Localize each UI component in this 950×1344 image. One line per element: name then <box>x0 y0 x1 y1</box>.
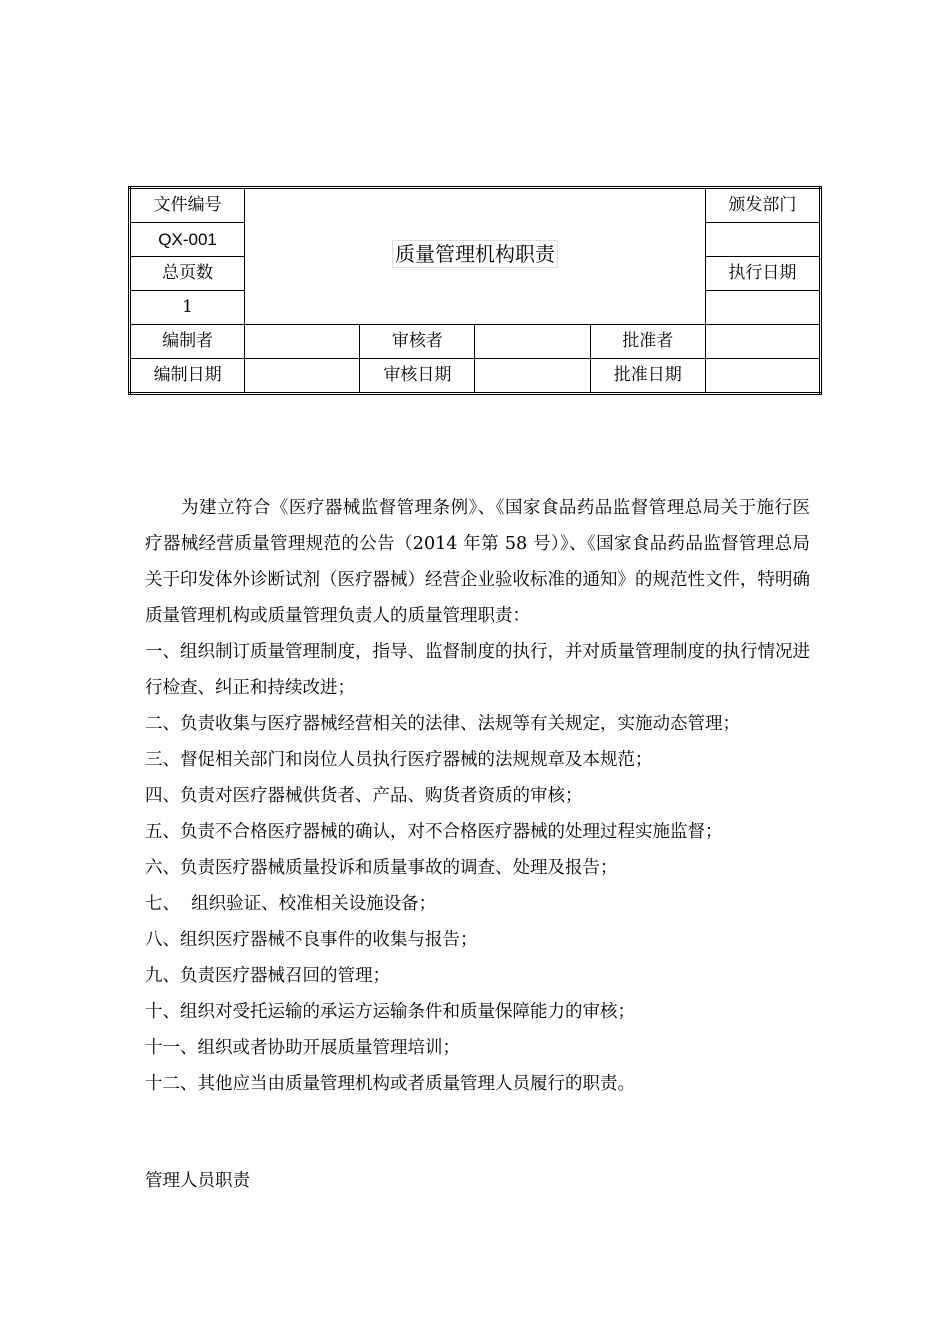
intro-paragraph: 为建立符合《医疗器械监督管理条例》、《国家食品药品监督管理总局关于施行医疗器械经营质量管理规范的公告（2014 年第 58 号）》、《国家食品药品监督管理总局关于印发体外诊断试剂（医疗器械）经营企业验收标准的通知》的规范性文件，特明确质量管理机构或质量管理负责人的质量管理职责： <box>145 498 810 626</box>
section-title: 管理人员职责 <box>145 1171 250 1191</box>
pages-label: 总页数 <box>130 257 245 291</box>
duty-item-7: 七、 组织验证、校准相关设施设备； <box>145 894 437 914</box>
pages-value: 1 <box>130 291 245 325</box>
approve-date-label: 批准日期 <box>590 359 705 394</box>
approve-date-value <box>705 359 820 394</box>
approver-value <box>705 325 820 359</box>
file-no-value: QX-001 <box>130 223 245 257</box>
duty-item-3: 三、督促相关部门和岗位人员执行医疗器械的法规规章及本规范； <box>145 750 653 770</box>
author-date-label: 编制日期 <box>130 359 245 394</box>
document-title-cell <box>245 188 706 325</box>
duty-item-1: 一、组织制订质量管理制度，指导、监督制度的执行，并对质量管理制度的执行情况进行检查、纠正和持续改进； <box>145 642 810 698</box>
document-title: 质量管理机构职责 <box>392 240 558 268</box>
duty-item-6: 六、负责医疗器械质量投诉和质量事故的调查、处理及报告； <box>145 858 618 878</box>
document-header-table <box>128 186 822 395</box>
author-label: 编制者 <box>130 325 245 359</box>
approver-label: 批准者 <box>590 325 705 359</box>
author-date-value <box>245 359 360 394</box>
issuer-label: 颁发部门 <box>705 188 820 223</box>
duty-item-9: 九、负责医疗器械召回的管理； <box>145 966 390 986</box>
duty-item-4: 四、负责对医疗器械供货者、产品、购货者资质的审核； <box>145 786 583 806</box>
review-date-label: 审核日期 <box>360 359 475 394</box>
duty-item-11: 十一、组织或者协助开展质量管理培训； <box>145 1038 460 1058</box>
file-no-label: 文件编号 <box>130 188 245 223</box>
review-date-value <box>475 359 590 394</box>
duty-item-10: 十、组织对受托运输的承运方运输条件和质量保障能力的审核； <box>145 1002 635 1022</box>
duty-item-5: 五、负责不合格医疗器械的确认，对不合格医疗器械的处理过程实施监督； <box>145 822 723 842</box>
duty-item-12: 十二、其他应当由质量管理机构或者质量管理人员履行的职责。 <box>145 1074 635 1094</box>
reviewer-label: 审核者 <box>360 325 475 359</box>
exec-date-label: 执行日期 <box>705 257 820 291</box>
exec-date-value <box>705 291 820 325</box>
duty-item-8: 八、组织医疗器械不良事件的收集与报告； <box>145 930 478 950</box>
duty-item-2: 二、负责收集与医疗器械经营相关的法律、法规等有关规定，实施动态管理； <box>145 714 740 734</box>
author-value <box>245 325 360 359</box>
reviewer-value <box>475 325 590 359</box>
document-body <box>145 490 810 1102</box>
issuer-value <box>705 223 820 257</box>
